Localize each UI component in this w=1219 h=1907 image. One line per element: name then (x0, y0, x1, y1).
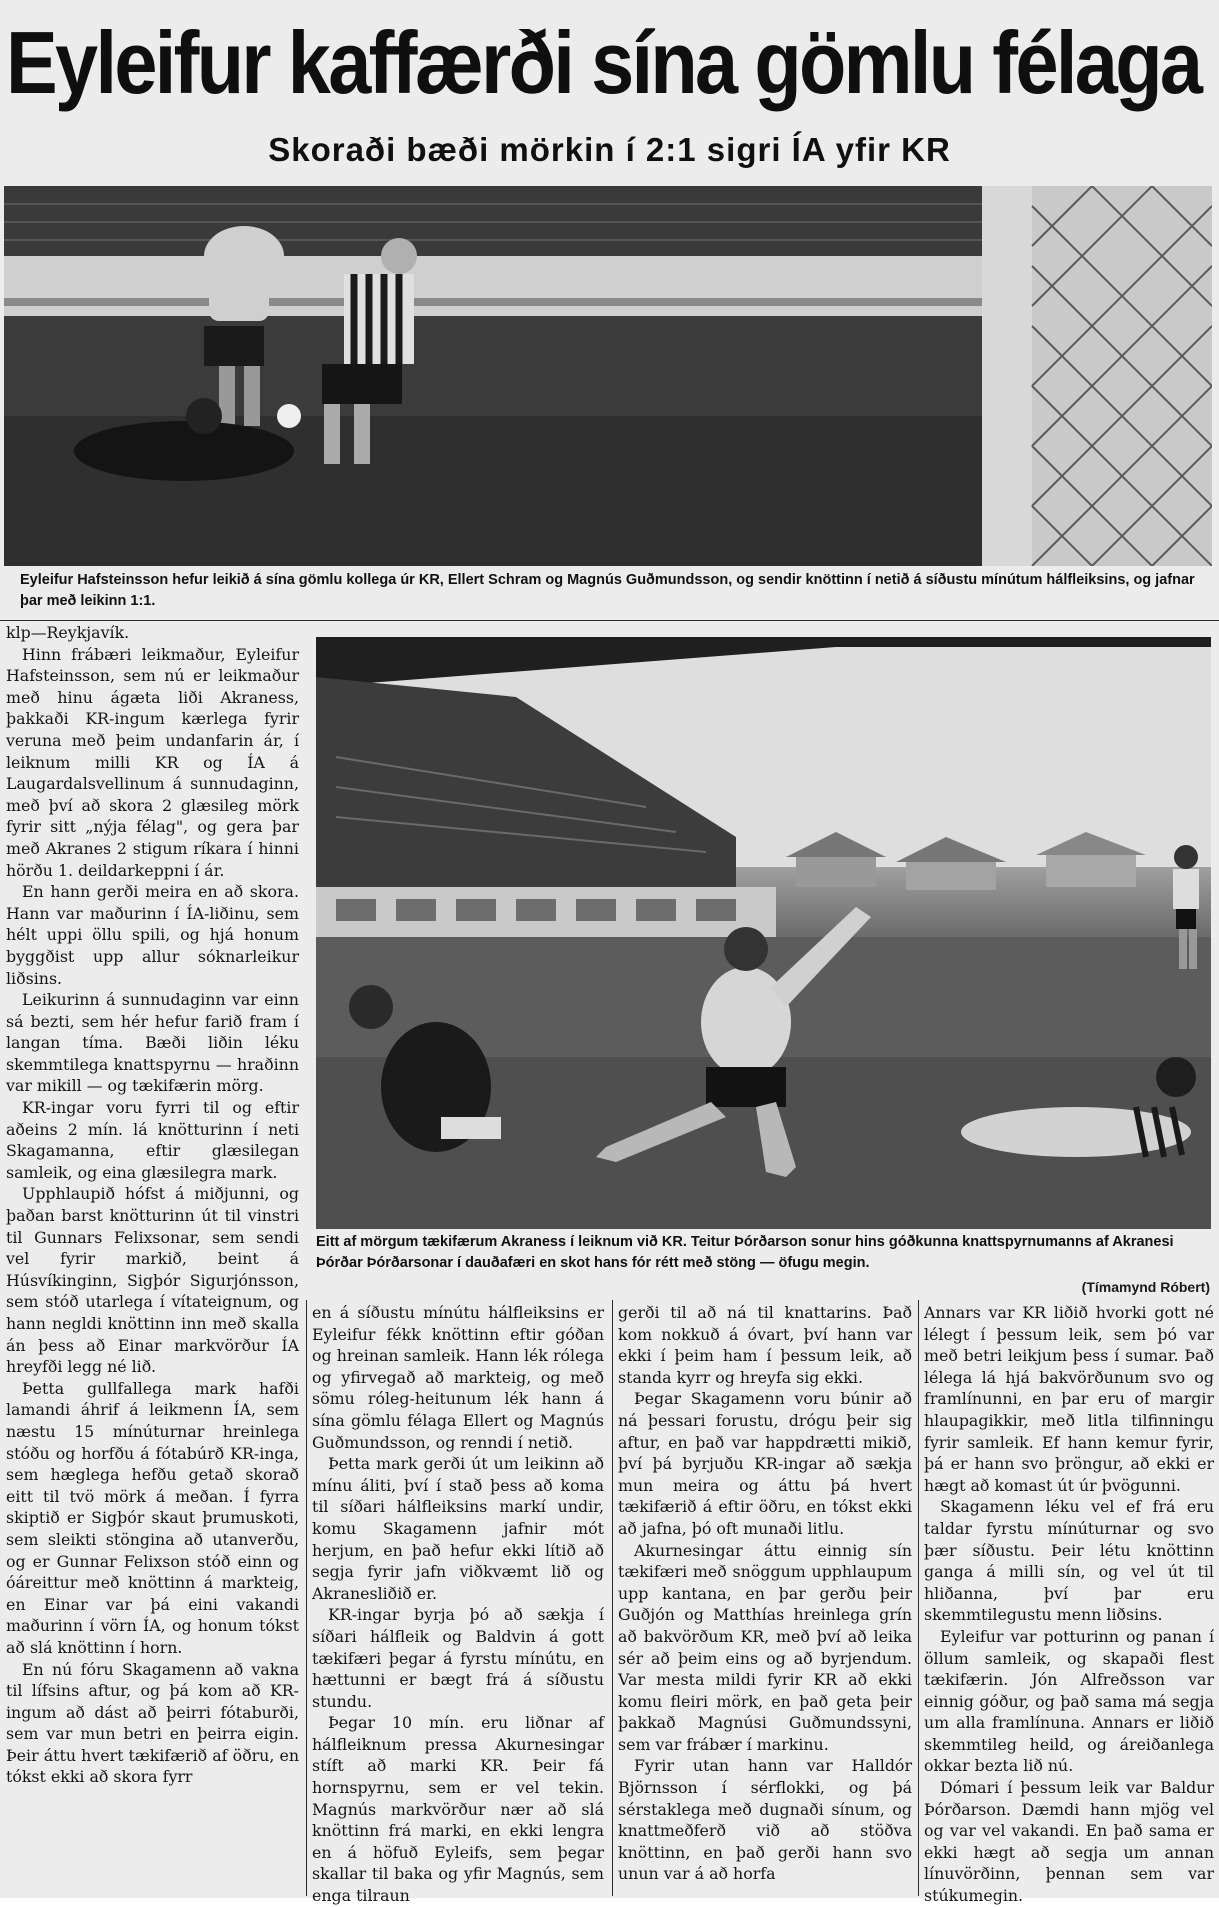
photo1-caption: Eyleifur Hafsteinsson hefur leikið á sína gömlu kollega úr KR, Ellert Schram og Magnús Guðmundsson, og sendir knöttinn í netið á síðustu mínútum hálfleiksins, og jafnar þar með leikinn 1:1. (20, 572, 1195, 609)
paragraph: gerði til að ná til knattarins. Það kom nokkuð á óvart, því hann var ekki í þeim ham í þessum leik, að standa kyrr og hreyfa sig ekki. (618, 1303, 912, 1387)
paragraph: Þegar 10 mín. eru liðnar af hálfleiknum pressa Akurnesingar stíft að marki KR. Þeir fá hornspyrnu, sem er vel tekin. Magnús markvörður nær að slá knöttinn frá marki, en ekki lengra en á höfuð Eyleifs, sem þegar skallar til baka og yfir Magnús, sem enga tilraun (312, 1713, 604, 1906)
column-rule (612, 1300, 613, 1896)
photo-credit: (Tímamynd Róbert) (1081, 1279, 1210, 1295)
paragraph: Þegar Skagamenn voru búnir að ná þessari forustu, drógu þeir sig aftur, en það var happdrætti mikið, því þá byrjuðu KR-ingar að sækja mun meira og áttu þá hvert tækifærið á eftir öðru, en tókst ekki að jafna, þó oft munaði litlu. (618, 1389, 912, 1538)
paragraph: KR-ingar byrja þó að sækja í síðari hálfleik og Baldvin á gott tækifæri þegar á fyrstu mínútu, en hættunni er bægt frá á síðustu stundu. (312, 1605, 604, 1711)
paragraph: Akurnesingar áttu einnig sín tækifæri með snöggum upphlaupum upp kantana, en þar gerðu þeir Guðjón og Matthías hreinlega grín að bakvörðum KR, með því að leika sér að þeim eins og að byrjendum. Var mesta mildi fyrir KR að ekki komu fleiri mörk, en það geta þeir þakkað Magnúsi Guðmundssyni, sem var frábær í markinu. (618, 1540, 912, 1754)
paragraph: Leikurinn á sunnudaginn var einn sá bezti, sem hér hefur farið fram í langan tíma. Bæði liðin léku skemmtilega knattspyrnu — hraðinn var mikill — og tækifærin mörg. (6, 990, 299, 1096)
column-rule (306, 1300, 307, 1896)
photo-goal-scene (4, 186, 1212, 566)
subheadline: Skoraði bæði mörkin í 2:1 sigri ÍA yfir KR (268, 131, 951, 168)
paragraph: Eyleifur var potturinn og panan í öllum samleik, og skapaði flest tækifærin. Jón Alfreðsson var einnig góður, og það sama má segja um alla framlínuna. Annars er liðið skemmtileg heild, og áreiðanlega okkar bezta lið nú. (924, 1626, 1214, 1776)
paragraph: Þetta gullfallega mark hafði lamandi áhrif á leikmenn ÍA, sem næstu 15 mínúturnar hreinlega stóðu og horfðu á fótabúrð KR-inga, sem hæglega hefðu getað skorað eitt til tvö mörk á meðan. Í fyrra skiptið er Sigþór skaut þrumuskoti, sem sleikti stöngina að utanverðu, og er Gunnar Felixson stóð einn og óáreittur með knöttinn á markteig, en Einar var þá eini vakandi maðurinn í vörn ÍA, og honum tókst að slá knöttinn í horn. (6, 1378, 299, 1657)
divider (0, 620, 1219, 621)
article-column-3 (618, 1302, 912, 1892)
paragraph: Þetta mark gerði út um leikinn að mínu áliti, því í stað þess að koma til síðari hálfleiksins markí undir, komu Skagamenn jafnir mót herjum, en það hefur ekki lítið að segja fyrir jafn viðkvæmt lið og Akranesliðið er. (312, 1454, 604, 1603)
article-column-1 (6, 622, 299, 1894)
headline: Eyleifur kaffærði sína gömlu félaga (6, 13, 1201, 112)
paragraph: Skagamenn léku vel ef frá eru taldar fyrstu mínúturnar og svo þær síðustu. Þeir létu knöttinn ganga á milli sín, og vel út til hliðanna, því þar eru skemmtilegustu menn liðsins. (924, 1497, 1214, 1625)
paragraph: Upphlaupið hófst á miðjunni, og þaðan barst knötturinn út til vinstri til Gunnars Felixsonar, sem sendi vel fyrir markið, beint á Húsvíkinginn, Sigþór Sigurjónsson, sem stóð utarlega í vítateignum, og hann negldi knöttinn inn með skalla án þess að Einar markvörður ÍA hreyfði legg né lið. (6, 1184, 299, 1377)
paragraph: Dómari í þessum leik var Baldur Þórðarson. Dæmdi hann mjög vel og var vel vakandi. En það sama er ekki hægt að segja um annan línuvörðinn, þennan sem var stúkumegin. (924, 1778, 1214, 1906)
dateline: klp—Reykjavík. (6, 623, 130, 642)
photo-chance-scene (316, 637, 1211, 1229)
paragraph: En hann gerði meira en að skora. Hann var maðurinn í ÍA-liðinu, sem hélt uppi öllu spili, og hjá honum byggðist upp allur sóknarleikur liðsins. (6, 882, 299, 988)
paragraph: En nú fóru Skagamenn að vakna til lífsins aftur, og þá kom að KR-ingum að dást að þeirri fótaburði, sem var mun betri en þeirra eigin. Þeir áttu hvert tækifærið af öðru, en tókst ekki að skora fyrr (6, 1659, 299, 1787)
paragraph: Hinn frábæri leikmaður, Eyleifur Hafsteinsson, sem nú er leikmaður með hinu ágæta liði Akraness, þakkaði KR-ingum kærlega fyrir veruna með þeim undanfarin ár, í leiknum milli KR og ÍA á Laugardalsvellinum á sunnudaginn, með því að skora 2 glæsileg mörk fyrir sitt „nýja félag", og gera þar með Akranes 2 stigum ríkara í hinni hörðu 1. deildarkeppni í ár. (6, 644, 299, 880)
paragraph: en á síðustu mínútu hálfleiksins er Eyleifur fékk knöttinn eftir góðan og hreinan samleik. Hann lék rólega og yfirvegað að markteig, og með sömu róleg-heitunum lék hann á sína gömlu félaga Ellert og Magnús Guðmundsson, og renndi í netið. (312, 1303, 604, 1452)
photo2-caption: Eitt af mörgum tækifærum Akraness í leiknum við KR. Teitur Þórðarson sonur hins góðkunna knattspyrnumanns af Akranesi Þórðar Þórðarsonar í dauðafæri en skot hans fór rétt með stöng — öfugu megin. (316, 1234, 1174, 1271)
article-column-4 (924, 1302, 1214, 1906)
paragraph: Annars var KR liðið hvorki gott né lélegt í þessum leik, sem þó var með betri leikjum þess í sumar. Það lélega lá hjá bakvörðunum svo og framlínunni, en þar eru of margir hlaupagikkir, með litla tilfinningu fyrir samleik. Ef hann kemur fyrir, þá er hann svo þröngur, að ekki er hægt að komast út úr þvögunni. (924, 1303, 1214, 1495)
column-rule (918, 1300, 919, 1896)
article-column-2 (312, 1302, 604, 1906)
paragraph: Fyrir utan hann var Halldór Björnsson í sérflokki, og þá sérstaklega með dugnaði sínum, og knattmeðferð við að stöðva knöttinn, en það gerði hann svo unun var á að horfa (618, 1756, 912, 1884)
paragraph: KR-ingar voru fyrri til og eftir aðeins 2 mín. lá knötturinn í neti Skagamanna, eftir glæsilegan samleik, og eina glæsilegra mark. (6, 1098, 299, 1182)
